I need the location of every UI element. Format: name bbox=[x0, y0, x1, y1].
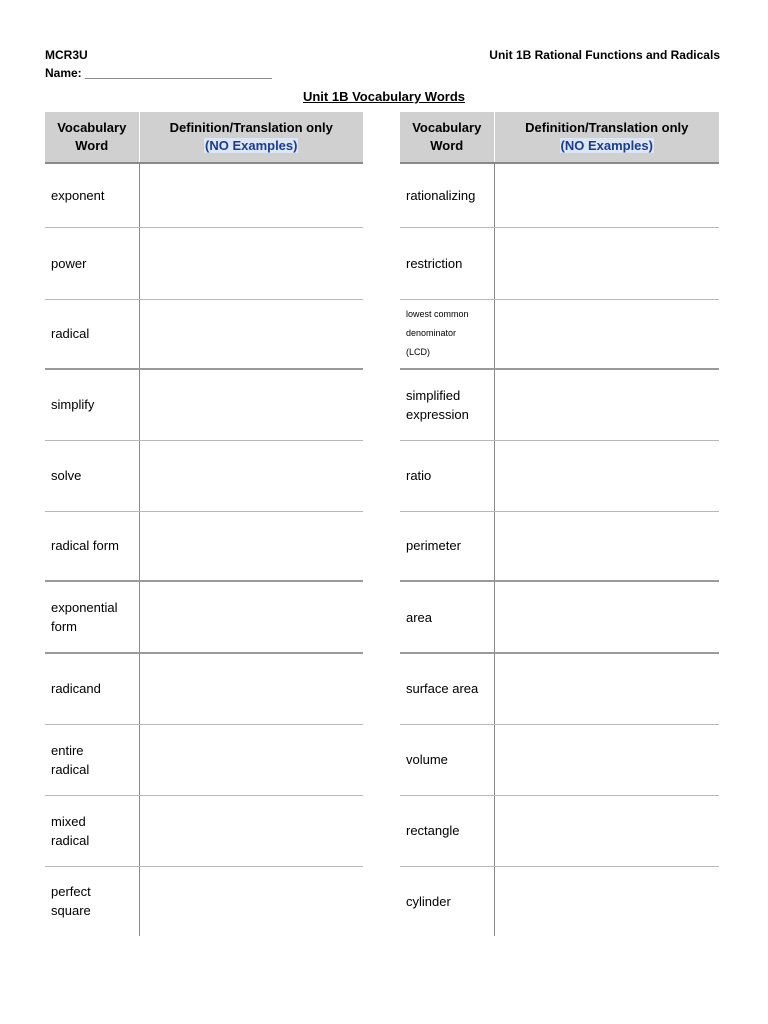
vocab-word-text: denominator bbox=[406, 328, 457, 339]
name-field-label: Name: ____________________________ bbox=[45, 66, 272, 80]
vocab-word-text: area bbox=[406, 609, 433, 625]
vocab-body-right bbox=[400, 163, 719, 936]
vocab-word-cell bbox=[45, 369, 139, 440]
definition-cell[interactable] bbox=[494, 866, 719, 936]
vocab-word-cell bbox=[400, 866, 494, 936]
word-column-header bbox=[45, 112, 139, 163]
vocab-word-cell bbox=[45, 581, 139, 653]
vocab-word-cell bbox=[400, 299, 494, 369]
unit-title: Unit 1B Rational Functions and Radicals bbox=[489, 48, 720, 62]
definition-cell[interactable] bbox=[139, 369, 363, 440]
vocab-word-text: rationalizing bbox=[406, 187, 476, 203]
definition-header-line2: (NO Examples) bbox=[560, 138, 653, 153]
definition-cell[interactable] bbox=[139, 511, 363, 581]
vocab-row bbox=[45, 227, 363, 299]
definition-cell[interactable] bbox=[494, 299, 719, 369]
vocab-word-cell bbox=[400, 724, 494, 795]
vocab-word-text: exponential bbox=[51, 600, 118, 615]
vocab-word-cell bbox=[400, 227, 494, 299]
definition-cell[interactable] bbox=[494, 511, 719, 581]
definition-cell[interactable] bbox=[494, 369, 719, 440]
vocab-row bbox=[45, 795, 363, 866]
vocab-row bbox=[45, 511, 363, 581]
vocab-word-text: radicand bbox=[51, 681, 101, 697]
vocab-row bbox=[400, 163, 719, 227]
vocab-word-cell bbox=[45, 511, 139, 581]
vocab-row bbox=[45, 440, 363, 511]
vocab-word-cell bbox=[400, 163, 494, 227]
vocab-word-text: power bbox=[51, 255, 87, 271]
vocab-word-text: radical form bbox=[51, 538, 119, 554]
vocab-word-text: radical bbox=[51, 832, 90, 848]
vocab-word-text: perimeter bbox=[406, 538, 461, 554]
vocab-word-cell bbox=[45, 227, 139, 299]
vocab-word-cell bbox=[45, 163, 139, 227]
definition-column-header bbox=[139, 112, 363, 163]
definition-cell[interactable] bbox=[139, 163, 363, 227]
definition-cell[interactable] bbox=[139, 581, 363, 653]
word-header-line2: Word bbox=[430, 138, 464, 153]
definition-header-line2: (NO Examples) bbox=[205, 138, 298, 153]
definition-cell[interactable] bbox=[139, 724, 363, 795]
definition-cell[interactable] bbox=[494, 440, 719, 511]
vocab-row bbox=[400, 724, 719, 795]
vocab-row bbox=[45, 866, 363, 936]
vocab-row bbox=[45, 653, 363, 724]
vocab-row bbox=[400, 227, 719, 299]
vocab-word-text: solve bbox=[51, 468, 82, 483]
definition-column-header bbox=[494, 112, 719, 163]
vocab-word-text: expression bbox=[406, 406, 469, 422]
vocab-word-cell bbox=[45, 724, 139, 795]
vocab-word-text: (LCD) bbox=[406, 347, 430, 358]
definition-cell[interactable] bbox=[139, 795, 363, 866]
vocab-word-cell bbox=[45, 795, 139, 866]
vocab-word-text: mixed bbox=[51, 813, 86, 829]
definition-cell[interactable] bbox=[494, 581, 719, 653]
vocab-word-text: simplified bbox=[406, 387, 461, 403]
definition-cell[interactable] bbox=[494, 724, 719, 795]
vocab-word-text: square bbox=[51, 903, 91, 919]
word-header-line1: Vocabulary bbox=[57, 120, 127, 135]
vocab-row bbox=[45, 299, 363, 369]
vocab-word-text: rectangle bbox=[406, 823, 460, 838]
vocab-word-text: ratio bbox=[406, 468, 432, 483]
vocab-word-text: volume bbox=[406, 752, 448, 767]
vocab-table-left bbox=[45, 112, 363, 936]
vocab-body-left bbox=[45, 163, 363, 936]
vocab-word-cell bbox=[400, 653, 494, 724]
vocab-word-cell bbox=[400, 369, 494, 440]
vocab-word-text: restriction bbox=[406, 255, 463, 271]
vocab-word-text: entire bbox=[51, 742, 84, 758]
vocab-word-text: perfect bbox=[51, 884, 91, 900]
vocab-row bbox=[400, 653, 719, 724]
vocab-row bbox=[45, 581, 363, 653]
definition-cell[interactable] bbox=[494, 653, 719, 724]
vocab-word-cell bbox=[45, 866, 139, 936]
vocab-word-text: form bbox=[51, 619, 77, 634]
vocab-word-text: cylinder bbox=[406, 893, 451, 909]
vocab-row bbox=[400, 440, 719, 511]
vocab-word-text: lowest common bbox=[406, 309, 469, 320]
vocab-row bbox=[400, 299, 719, 369]
vocab-table-right bbox=[400, 112, 719, 936]
vocab-word-cell bbox=[400, 511, 494, 581]
word-header-line2: Word bbox=[75, 138, 109, 153]
vocab-word-text: exponent bbox=[51, 187, 105, 203]
vocab-row bbox=[45, 369, 363, 440]
definition-cell[interactable] bbox=[494, 227, 719, 299]
vocab-row bbox=[400, 866, 719, 936]
definition-cell[interactable] bbox=[139, 299, 363, 369]
vocab-row bbox=[400, 369, 719, 440]
definition-header-line1: Definition/Translation only bbox=[169, 120, 333, 135]
definition-header-line1: Definition/Translation only bbox=[525, 120, 689, 135]
page-title: Unit 1B Vocabulary Words bbox=[302, 89, 466, 104]
definition-cell[interactable] bbox=[139, 440, 363, 511]
definition-cell[interactable] bbox=[139, 227, 363, 299]
word-header-line1: Vocabulary bbox=[412, 120, 482, 135]
vocab-word-cell bbox=[400, 581, 494, 653]
word-column-header bbox=[400, 112, 494, 163]
vocab-row bbox=[400, 795, 719, 866]
vocab-word-cell bbox=[45, 653, 139, 724]
definition-cell[interactable] bbox=[494, 163, 719, 227]
course-code: MCR3U bbox=[45, 48, 88, 62]
vocab-word-cell bbox=[45, 440, 139, 511]
vocab-word-cell bbox=[45, 299, 139, 369]
definition-cell[interactable] bbox=[139, 866, 363, 936]
vocab-word-text: simplify bbox=[51, 397, 95, 413]
vocab-word-text: radical bbox=[51, 761, 90, 777]
table-header-row bbox=[45, 112, 363, 163]
vocab-word-text: surface area bbox=[406, 681, 479, 697]
table-header-row bbox=[400, 112, 719, 163]
vocab-word-cell bbox=[400, 795, 494, 866]
vocab-row bbox=[400, 511, 719, 581]
vocab-row bbox=[400, 581, 719, 653]
vocab-row bbox=[45, 724, 363, 795]
vocab-word-text: radical bbox=[51, 326, 90, 342]
definition-cell[interactable] bbox=[494, 795, 719, 866]
vocab-word-cell bbox=[400, 440, 494, 511]
definition-cell[interactable] bbox=[139, 653, 363, 724]
vocab-row bbox=[45, 163, 363, 227]
